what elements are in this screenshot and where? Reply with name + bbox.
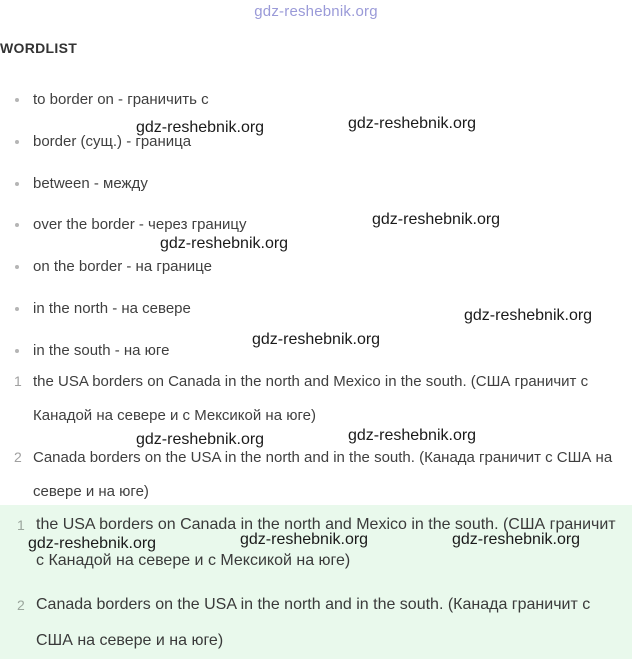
example-text: Canada borders on the USA in the north and in the south. (Канада граничит с США на севере и на юге) (33, 449, 613, 500)
list-item-text: between - между (33, 174, 148, 192)
watermark: gdz-reshebnik.org (372, 211, 501, 228)
answer-text: the USA borders on Canada in the north and Mexico in the south. (США граничит с Канадой на севере и с Мексикой на юге) (36, 516, 616, 569)
watermark: gdz-reshebnik.org (136, 119, 265, 136)
bullet-icon (15, 349, 19, 353)
watermark: gdz-reshebnik.org (28, 535, 157, 552)
watermark: gdz-reshebnik.org (160, 235, 289, 252)
watermark: gdz-reshebnik.org (252, 331, 381, 348)
bullet-icon (15, 98, 19, 102)
watermark: gdz-reshebnik.org (452, 531, 581, 548)
watermark: gdz-reshebnik.org (348, 427, 477, 444)
list-item-text: in the south - на юге (33, 341, 170, 359)
watermark: gdz-reshebnik.org (464, 307, 593, 324)
watermark: gdz-reshebnik.org (348, 115, 477, 132)
answer-box (0, 505, 632, 659)
list-item (0, 257, 247, 299)
example-number: 1 (14, 373, 22, 389)
example-number: 2 (14, 449, 22, 465)
answer-number: 2 (17, 597, 25, 613)
watermark: gdz-reshebnik.org (136, 431, 265, 448)
watermark: gdz-reshebnik.org (240, 531, 369, 548)
list-item-text: border (сущ.) - граница (33, 132, 192, 150)
bullet-icon (15, 307, 19, 311)
top-watermark: gdz-reshebnik.org (254, 3, 378, 20)
bullet-icon (15, 140, 19, 144)
answer-number: 1 (17, 517, 25, 533)
wordlist-heading: WORDLIST (0, 40, 78, 56)
bullet-icon (15, 265, 19, 269)
list-item-text: on the border - на границе (33, 258, 212, 276)
list-item-text: in the north - на севере (33, 299, 191, 317)
bullet-icon (15, 223, 19, 227)
list-item-text: to border on - граничить с (33, 91, 209, 108)
answer-text: Canada borders on the USA in the north and in the south. (Канада граничит с США на севере и на юге) (36, 596, 591, 649)
bullet-icon (15, 182, 19, 186)
list-item-text: over the border - через границу (33, 216, 247, 234)
example-text: the USA borders on Canada in the north and Mexico in the south. (США граничит с Канадой на севере и с Мексикой на юге) (33, 373, 589, 424)
list-item (0, 174, 247, 216)
list-item (0, 299, 247, 341)
list-item (0, 132, 247, 174)
